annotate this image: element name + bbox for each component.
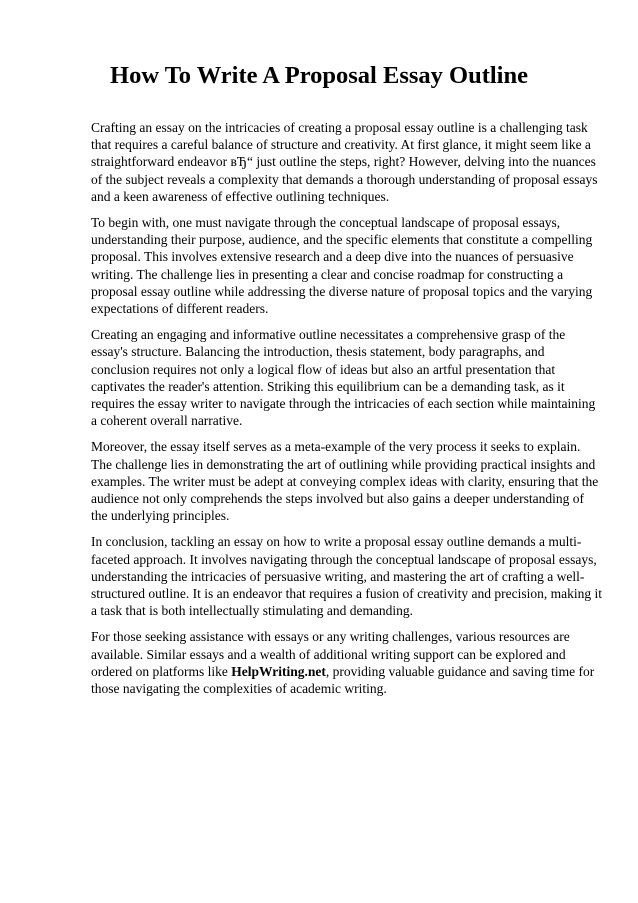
paragraph-3: Creating an engaging and informative outline necessitates a comprehensive grasp of the essay's structure. Balancing the introduction, thesis statement, body paragraphs, and conclusion requires not only a logical flow of ideas but also an artful presentation that captivates the reader's attention. Striking this equilibrium can be a demanding task, as it requires the essay writer to navigate through the intricacies of each section while maintaining a coherent overall narrative. [91, 327, 596, 429]
paragraph-4: Moreover, the essay itself serves as a meta-example of the very process it seeks to explain. The challenge lies in demonstrating the art of outlining while providing practical insights and examples. The writer must be adept at conveying complex ideas with clarity, ensuring that the audience not only comprehends the steps involved but also gains a deeper understanding of the underlying principles. [91, 439, 599, 524]
document-body [91, 119, 603, 706]
paragraph-6-text-after: , providing valuable guidance and saving time for those navigating the complexities of academic writing. [91, 663, 595, 697]
paragraph-6 [91, 628, 603, 697]
paragraph-5: In conclusion, tackling an essay on how to write a proposal essay outline demands a multi-faceted approach. It involves navigating through the conceptual landscape of proposal essays, understanding the intricacies of persuasive writing, and mastering the art of crafting a well-structured outline. It is an endeavor that requires a fusion of creativity and precision, making it a task that is both intellectually stimulating and demanding. [91, 534, 602, 619]
document-title: How To Write A Proposal Essay Outline [110, 62, 528, 89]
helpwriting-link[interactable]: HelpWriting.net [231, 663, 326, 679]
paragraph-2: To begin with, one must navigate through the conceptual landscape of proposal essays, understanding their purpose, audience, and the specific elements that constitute a compelling proposal. This involves extensive research and a deep dive into the nuances of persuasive writing. The challenge lies in presenting a clear and concise roadmap for constructing a proposal essay outline while addressing the diverse nature of proposal topics and the varying expectations of different readers. [91, 215, 593, 317]
paragraph-6-text-before: For those seeking assistance with essays or any writing challenges, various resources are available. Similar essays and a wealth of additional writing support can be explored and ordered on platforms like [91, 629, 570, 679]
paragraph-1: Crafting an essay on the intricacies of creating a proposal essay outline is a challenging task that requires a careful balance of structure and creativity. At first glance, it might seem like a straightforward endeavor вЂ“ just outline the steps, right? However, delving into the nuances of the subject reveals a complexity that demands a thorough understanding of proposal essays and a keen awareness of effective outlining techniques. [91, 120, 598, 204]
